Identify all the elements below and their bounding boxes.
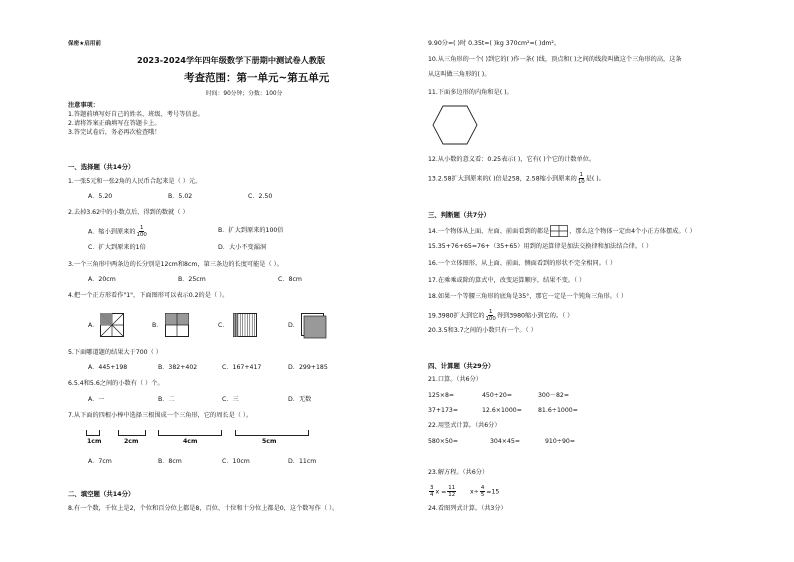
q21-item-1: 125×8= (428, 392, 455, 399)
stick-label-1cm: 1cm (87, 438, 102, 445)
q22-item-3: 910÷90= (545, 438, 576, 445)
note-2: 2.请将答案正确填写在答题卡上。 (68, 120, 161, 127)
question-17: 17.在乘乘或除的算式中，改变运算顺序，结果不变。（ ） (428, 277, 586, 284)
q21-item-4: 37+173= (428, 407, 459, 414)
note-3: 3.答完试卷后，务必再次检查哦！ (68, 129, 161, 136)
q7-option-b: B．8cm (158, 458, 182, 465)
q4-figure-b-icon (165, 313, 189, 337)
section-fill: 二、填空题（共14分） (68, 490, 135, 498)
question-11: 11.下面多边形的内角和是( )。 (428, 89, 513, 96)
question-10-line2: 从这叫做三角形的( )。 (428, 71, 491, 78)
exam-scope: 考查范围：第一单元~第五单元 (184, 72, 330, 84)
time-score: 时间：90分钟；分数：100分 (206, 91, 283, 97)
q4-option-b: B． (152, 322, 163, 329)
q6-option-a: A．一 (88, 396, 105, 403)
question-21: 21.口算。（共6分） (428, 376, 482, 383)
confidential-mark: 保密★启用前 (68, 41, 101, 47)
q7-option-a: A．7cm (88, 458, 112, 465)
question-24: 24.看图列式计算。（共3分） (428, 505, 507, 512)
question-20: 20.3.5和3.7之间的小数只有一个。（ ） (428, 327, 537, 334)
q4-option-a: A． (88, 322, 99, 329)
section-calc: 四、计算题（共29分） (428, 362, 495, 370)
q6-option-d: D．无数 (288, 396, 312, 403)
question-22: 22.用竖式计算。（共6分） (428, 422, 501, 429)
q3-option-c: C．8cm (278, 276, 302, 283)
q7-option-c: C．10cm (222, 458, 250, 465)
question-9: 9.90分=( )时 0.35t=( )kg 370cm²=( )dm²。 (428, 40, 561, 47)
q23-equation-2: x÷ $\frac{4}{5}$ =15 (470, 485, 500, 498)
q21-item-6: 81.6÷1000= (538, 407, 578, 414)
stick-4cm (158, 430, 222, 436)
hexagon-figure-icon (432, 105, 478, 145)
question-6: 6.5.4和5.6之间的小数有（ ）个。 (68, 380, 164, 387)
question-5: 5.下面哪道题的结果大于700（ ） (68, 349, 162, 356)
q6-option-b: B．二 (158, 396, 175, 403)
q6-option-c: C．三 (222, 396, 239, 403)
question-1: 1.一张5元和一张2角的人民币合起来是（ ）元。 (68, 178, 202, 185)
q5-option-d: D．299+185 (288, 364, 328, 371)
q1-option-b: B．5.02 (168, 193, 193, 200)
q4-option-d: D． (288, 322, 299, 329)
question-10-line1: 10.从三角形的一个( )到它的( )作一条( )线，顶点和( )之间的线段叫做这个三角形的高，这条 (428, 56, 682, 63)
q4-option-c: C． (218, 322, 229, 329)
question-4: 4.把一个正方形看作"1"，下面图形可以表示0.2的是（ ）。 (68, 292, 229, 299)
q3-option-a: A．20cm (88, 276, 116, 283)
q5-option-b: B．382+402 (158, 364, 198, 371)
q22-item-2: 304×45= (490, 438, 521, 445)
question-3: 3.一个三角形中两条边的长分别是12cm和8cm，第三条边的长度可能是（ ）。 (68, 261, 283, 268)
note-1: 1.答题前填写好自己的姓名、班级、考号等信息。 (68, 111, 204, 118)
notes-title: 注意事项： (68, 102, 99, 109)
stick-1cm (86, 430, 100, 436)
stick-label-2cm: 2cm (124, 438, 139, 445)
stick-label-5cm: 5cm (262, 438, 277, 445)
q5-option-c: C．167+417 (222, 364, 262, 371)
section-judge: 三、判断题（共7分） (428, 211, 490, 219)
q4-figure-a-icon (100, 313, 124, 337)
q4-figure-d-icon (301, 313, 327, 339)
q21-item-3: 300－82= (538, 392, 570, 399)
question-15: 15.35+76+65=76+（35+65）用到的运算律是加法交换律和加法结合律。（ ） (428, 243, 653, 250)
q2-option-a: A．缩小到原来的 $\frac{1}{100}$ (88, 225, 147, 238)
question-2: 2.去掉3.62中的小数点后，得到的数就（ ） (68, 209, 189, 216)
question-8: 8.有一个数，千位上是2，个位和百分位上都是8，百位、十位和十分位上都是0，这个数写作（ ）。 (68, 505, 339, 512)
q21-item-2: 450÷20= (482, 392, 513, 399)
q5-option-a: A．445+198 (88, 364, 128, 371)
question-23: 23.解方程。（共6分） (428, 469, 489, 476)
q1-option-c: C．2.50 (248, 193, 273, 200)
q21-item-5: 12.6×1000= (482, 407, 522, 414)
stick-label-4cm: 4cm (183, 438, 198, 445)
question-19: 19.3980扩大到它的 $\frac{1}{100}$ 得到3980缩小到它的。（ ） (428, 309, 574, 322)
q2-option-b: B．扩大到原来的100倍 (218, 227, 284, 234)
q2-option-c: C．扩大到原来的1倍 (88, 244, 146, 251)
grid-shape-icon (550, 225, 568, 237)
question-14: 14.一个物体从上面、左面、前面看到的都是 ，那么这个物体一定由4个小正方体摆成。（ ） (428, 225, 696, 237)
exam-title: 2023-2024学年四年级数学下册期中测试卷人教版 (137, 55, 326, 65)
question-13: 13.2.58扩大到原来的( )倍是258，2.58缩小到原来的 $\frac{1}{10}$ 是( )。 (428, 172, 605, 185)
question-16: 16.一个立体图形，从上面、前面、侧面看到的形状不完全相同。（ ） (428, 260, 617, 267)
question-7: 7.从下面的四根小棒中选择三根围成一个三角形，它的周长是（ ）。 (68, 412, 253, 419)
question-12: 12.从小数的意义看：0.25表示( )，它有( )个它的计数单位。 (428, 156, 596, 163)
stick-2cm (118, 430, 146, 436)
question-18: 18.如果一个等腰三角形的底角是35°，那它一定是一个钝角三角形。（ ） (428, 293, 628, 300)
q1-option-a: A．5.20 (88, 193, 113, 200)
section-choice: 一、选择题（共14分） (68, 163, 135, 171)
q23-equation-1: $\frac{3}{4}$ x = $\frac{11}{12}$ (430, 485, 456, 498)
q2-option-d: D．大小不变漏洞 (218, 244, 267, 251)
q7-option-d: D．11cm (288, 458, 317, 465)
stick-5cm (235, 430, 309, 436)
q4-figure-c-icon (233, 313, 257, 337)
q22-item-1: 580×50= (428, 438, 459, 445)
q3-option-b: B．25cm (178, 276, 206, 283)
